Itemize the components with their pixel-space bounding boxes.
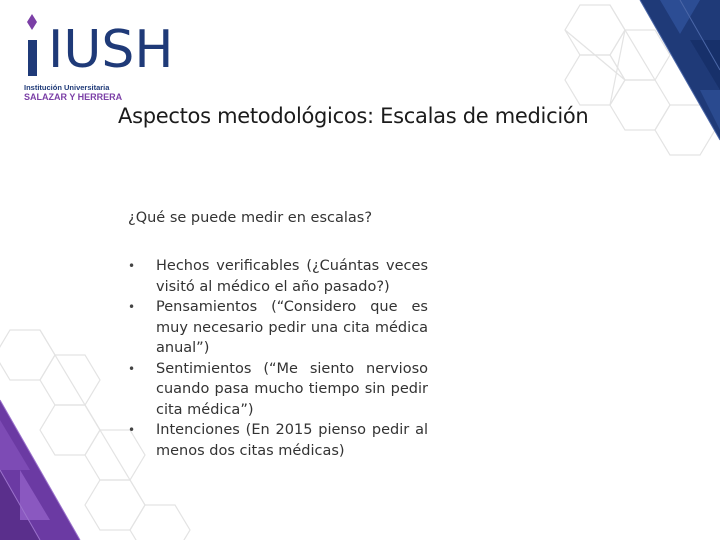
list-item-text: Hechos verificables (¿Cuántas veces visitó al médico el año pasado?) — [156, 258, 428, 295]
institution-logo — [22, 12, 174, 102]
list-item-text: Sentimientos (“Me siento nervioso cuando pasa mucho tiempo sin pedir cita médica”) — [156, 360, 428, 418]
logo-institution-name: SALAZAR Y HERRERA — [24, 92, 123, 102]
bottom-left-purple-pattern — [0, 400, 80, 540]
list-item — [128, 420, 428, 461]
bullet-icon: • — [128, 361, 136, 376]
bullet-icon: • — [128, 423, 136, 437]
logo-subtitle: Institución Universitaria — [24, 83, 110, 92]
slide-question: ¿Qué se puede medir en escalas? — [128, 210, 373, 226]
logo-wordmark: IUSH — [48, 20, 174, 80]
slide-title: Aspectos metodológicos: Escalas de medición — [118, 104, 589, 128]
list-item — [128, 359, 428, 421]
list-item-text: Pensamientos (“Considero que es muy necesario pedir una cita médica anual”) — [156, 299, 428, 356]
list-item — [128, 256, 428, 297]
bullet-icon: • — [128, 259, 136, 273]
bullet-icon: • — [128, 300, 136, 314]
list-item-text: Intenciones (En 2015 pienso pedir al menos dos citas médicas) — [156, 422, 428, 459]
list-item — [128, 297, 428, 359]
top-right-navy-pattern — [640, 0, 720, 140]
bullet-list — [128, 256, 428, 461]
